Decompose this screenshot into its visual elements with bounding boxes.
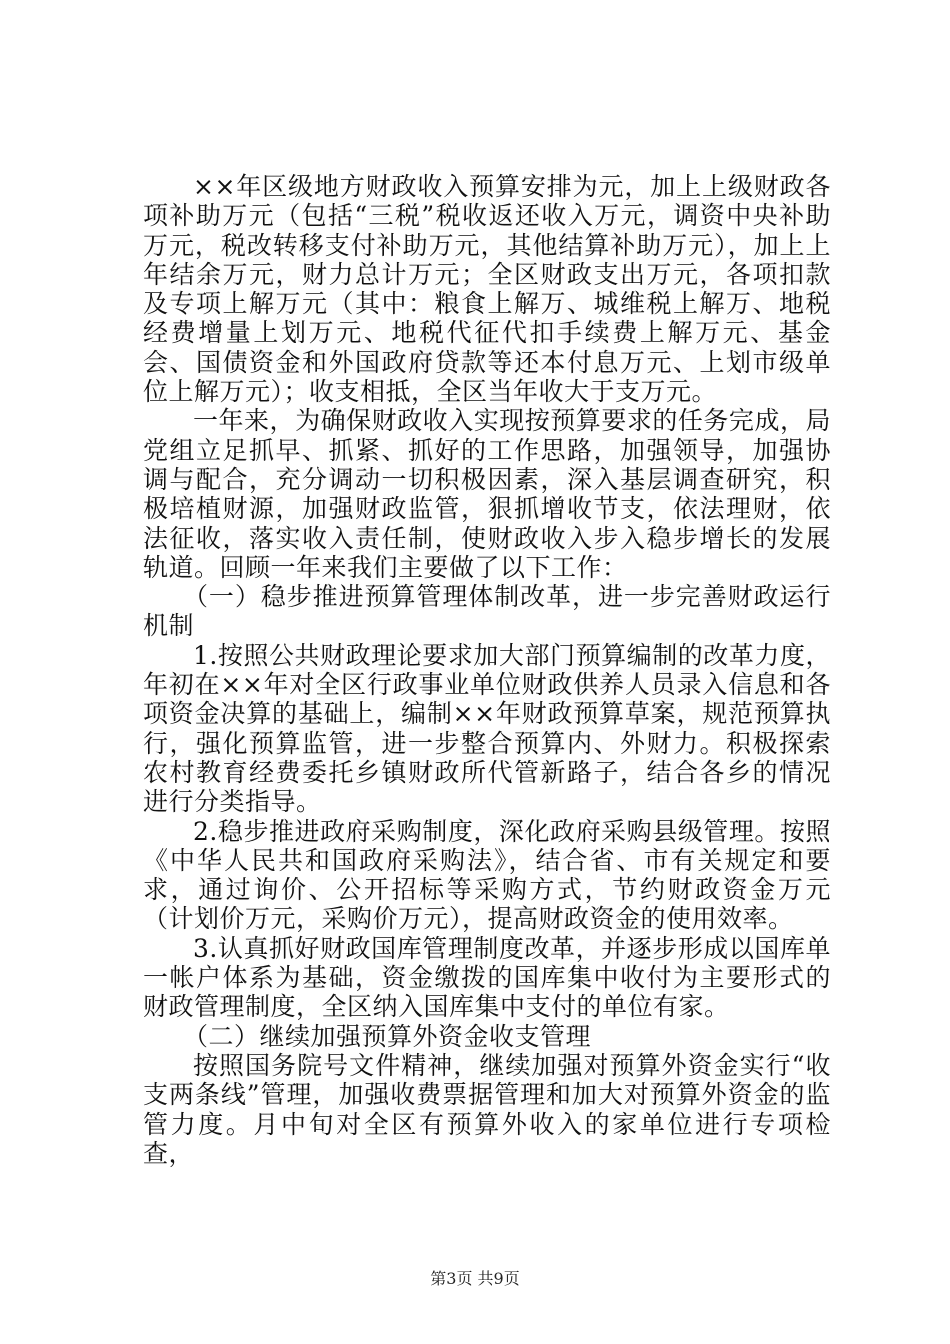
document-body xyxy=(143,172,831,1168)
paragraph-item-3-treasury-reform: 3.认真抓好财政国库管理制度改革，并逐步形成以国库单一帐户体系为基础，资金缴拨的国库集中收付为主要形式的财政管理制度，全区纳入国库集中支付的单位有家。 xyxy=(143,933,831,1022)
paragraph-extra-budget-management: 按照国务院号文件精神，继续加强对预算外资金实行“收支两条线”管理，加强收费票据管理和加大对预算外资金的监管力度。月中旬对全区有预算外收入的家单位进行专项检查， xyxy=(143,1050,831,1168)
section-heading-budget-reform: （一）稳步推进预算管理体制改革，进一步完善财政运行机制 xyxy=(143,582,831,641)
page-number: 第3页 共9页 xyxy=(430,1269,520,1288)
page-footer xyxy=(0,1269,950,1289)
paragraph-budget-arrangement: ××年区级地方财政收入预算安排为元，加上上级财政各项补助万元（包括“三税”税收返还收入万元，调资中央补助万元，税改转移支付补助万元，其他结算补助万元），加上上年结余万元，财力总计万元；全区财政支出万元，各项扣款及专项上解万元（其中：粮食上解万、城维税上解万、地税经费增量上划万元、地税代征代扣手续费上解万元、基金会、国债资金和外国政府贷款等还本付息万元、上划市级单位上解万元）；收支相抵，全区当年收大于支万元。 xyxy=(143,172,831,407)
section-heading-extra-budget: （二）继续加强预算外资金收支管理 xyxy=(183,1021,592,1051)
paragraph-item-1-department-budget: 1.按照公共财政理论要求加大部门预算编制的改革力度，年初在××年对全区行政事业单位财政供养人员录入信息和各项资金决算的基础上，编制××年财政预算草案，规范预算执行，强化预算监管，进一步整合预算内、外财力。积极探索农村教育经费委托乡镇财政所代管新路子，结合各乡的情况进行分类指导。 xyxy=(143,640,831,817)
paragraph-year-review: 一年来，为确保财政收入实现按预算要求的任务完成，局党组立足抓早、抓紧、抓好的工作思路，加强领导，加强协调与配合，充分调动一切积极因素，深入基层调查研究，积极培植财源，加强财政监管，狠抓增收节支，依法理财，依法征收，落实收入责任制，使财政收入步入稳步增长的发展轨道。回顾一年来我们主要做了以下工作： xyxy=(143,406,831,582)
paragraph-item-2-government-procurement: 2.稳步推进政府采购制度，深化政府采购县级管理。按照《中华人民共和国政府采购法》，结合省、市有关规定和要求，通过询价、公开招标等采购方式，节约财政资金万元（计划价万元，采购价万元），提高财政资金的使用效率。 xyxy=(143,816,831,934)
